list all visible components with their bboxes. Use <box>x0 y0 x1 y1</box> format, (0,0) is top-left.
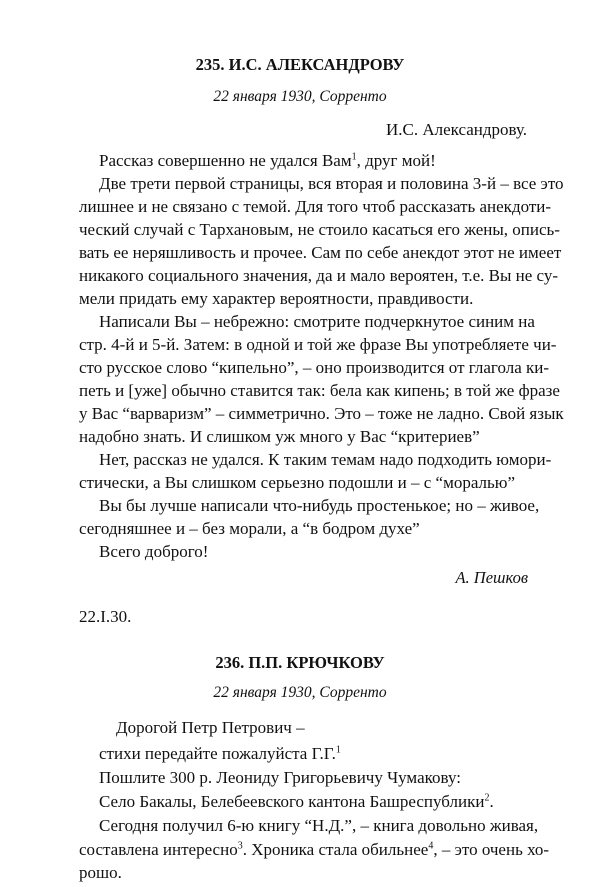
letter-235-addressee: И.С. Александрову. <box>385 120 527 139</box>
paragraph-line: Вы бы лучше написали что-нибудь простенькое; но – живое, <box>99 496 540 515</box>
paragraph-line: составлена интересно$^3$. Хроника стала обильнее$^4$, – это очень хо- <box>79 840 550 859</box>
paragraph-line: Пошлите 300 р. Леониду Григорьевичу Чумакову: <box>99 768 461 787</box>
paragraph-line: стически, а Вы слишком серьезно подошли и – с “моралью” <box>79 473 516 492</box>
salutation: Дорогой Петр Петрович – <box>116 718 305 737</box>
paragraph-line: Сегодня получил 6-ю книгу “Н.Д.”, – книга довольно живая, <box>99 816 539 835</box>
paragraph-line: сегодняшнее и – без морали, а “в бодром духе” <box>79 519 420 538</box>
paragraph-line: петь и [уже] обычно ставится так: бела как кипень; в той же фразе <box>79 381 560 400</box>
paragraph-line: Две трети первой страницы, вся вторая и половина 3-й – все это <box>99 174 564 193</box>
paragraph-line: вать ее неряшливость и прочее. Сам по себе анекдот этот не имеет <box>79 243 562 262</box>
signature: А. Пешков <box>455 568 528 587</box>
paragraph-line: рошо. <box>79 863 122 882</box>
footnote-ref: 4 <box>428 840 434 852</box>
paragraph-line: сто русское слово “кипельно”, – оно производится от глагола ки- <box>79 358 550 377</box>
paragraph-line: стихи передайте пожалуйста Г.Г.$^1$ <box>99 744 341 763</box>
footnote-ref: 2 <box>484 792 490 804</box>
letter-236-date: 22 января 1930, Сорренто <box>213 684 387 701</box>
paragraph-line: Всего доброго! <box>99 542 209 561</box>
paragraph-line: стр. 4-й и 5-й. Затем: в одной и той же фразе Вы употребляете чи- <box>79 335 557 354</box>
paragraph-line: надобно знать. И слишком уж много у Вас “критериев” <box>79 427 480 446</box>
paragraph-line: ческий случай с Тархановым, не стоило касаться его жены, опись- <box>79 220 560 239</box>
paragraph-line: лишнее и не связано с темой. Для того чтоб рассказать анекдоти- <box>79 197 552 216</box>
footnote-ref: 3 <box>237 840 243 852</box>
closing-date: 22.I.30. <box>79 607 132 626</box>
paragraph-line: у Вас “варваризм” – симметрично. Это – тоже не ладно. Свой язык <box>79 404 564 423</box>
footnote-ref: 1 <box>351 151 357 163</box>
paragraph-line: Рассказ совершенно не удался Вам$^1$, друг мой! <box>99 151 436 170</box>
paragraph-line: Село Бакалы, Белебеевского кантона Башреспублики$^2$. <box>99 792 494 811</box>
paragraph-line: никакого социального значения, да и мало вероятен, т.е. Вы не су- <box>79 266 559 285</box>
letter-235-date: 22 января 1930, Сорренто <box>213 88 387 105</box>
letter-236-heading: 236. П.П. КРЮЧКОВУ <box>215 653 385 672</box>
footnote-ref: 1 <box>335 744 341 756</box>
paragraph-line: Нет, рассказ не удался. К таким темам надо подходить юмори- <box>99 450 552 469</box>
paragraph-line: мели придать ему характер вероятности, правдивости. <box>79 289 474 308</box>
letter-235-heading: 235. И.С. АЛЕКСАНДРОВУ <box>195 55 405 74</box>
paragraph-line: Написали Вы – небрежно: смотрите подчеркнутое синим на <box>99 312 535 331</box>
